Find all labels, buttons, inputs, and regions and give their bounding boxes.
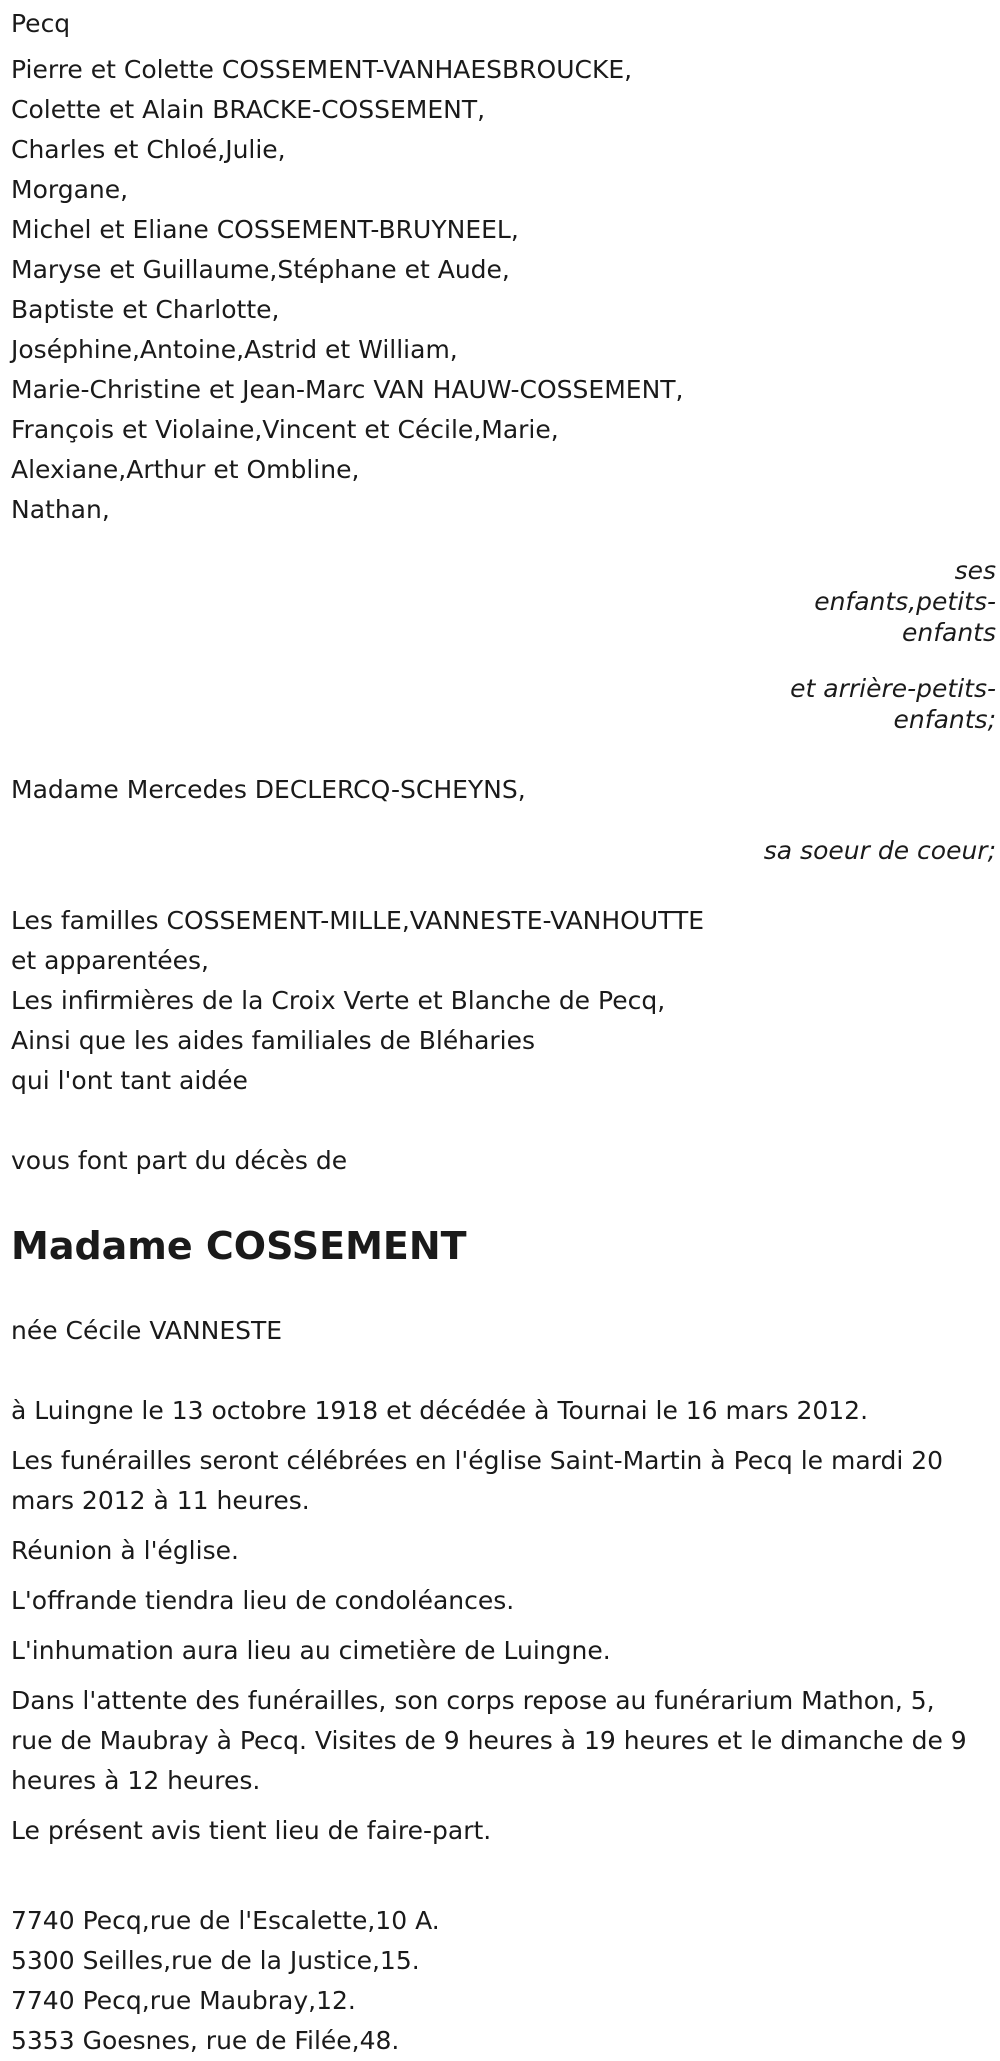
spacer — [11, 1181, 996, 1221]
relation-children-block — [766, 555, 996, 735]
announcement: vous font part du décès de — [11, 1146, 348, 1175]
family-line: Maryse et Guillaume,Stéphane et Aude, — [11, 255, 510, 284]
obituary-notice — [11, 4, 996, 2061]
family-line: Michel et Eliane COSSEMENT-BRUYNEEL, — [11, 215, 519, 244]
detail-paragraph: L'offrande tiendra lieu de condoléances. — [11, 1586, 515, 1615]
family-line: Marie-Christine et Jean-Marc VAN HAUW-COSSEMENT, — [11, 375, 684, 404]
relation-children: ses enfants,petits-enfants — [814, 556, 996, 647]
spacer — [11, 1351, 996, 1391]
funeral-details — [11, 1441, 996, 1851]
family-line: Colette et Alain BRACKE-COSSEMENT, — [11, 95, 486, 124]
family-line: Baptiste et Charlotte, — [11, 295, 280, 324]
spacer — [11, 1271, 996, 1311]
others-list — [11, 901, 996, 1101]
relation-grandchildren: et arrière-petits-enfants; — [790, 674, 996, 734]
family-line: François et Violaine,Vincent et Cécile,Marie, — [11, 415, 559, 444]
spacer — [11, 1101, 996, 1141]
address-line: 7740 Pecq,rue de l'Escalette,10 A. — [11, 1906, 440, 1935]
address-line: 7740 Pecq,rue Maubray,12. — [11, 1986, 356, 2015]
sister-name: Madame Mercedes DECLERCQ-SCHEYNS, — [11, 775, 526, 804]
address-line: 5300 Seilles,rue de la Justice,15. — [11, 1946, 420, 1975]
detail-paragraph: Dans l'attente des funérailles, son corps repose au funérarium Mathon, 5, rue de Maubray à Pecq. Visites de 9 heures à 19 heures et le dimanche de 9 heures à 12 heures. — [11, 1686, 967, 1795]
family-line: Morgane, — [11, 175, 129, 204]
detail-paragraph: Les funérailles seront célébrées en l'église Saint-Martin à Pecq le mardi 20 mars 2012 à 11 heures. — [11, 1446, 944, 1515]
others-line: Les familles COSSEMENT-MILLE,VANNESTE-VANHOUTTE — [11, 906, 705, 935]
detail-paragraph: L'inhumation aura lieu au cimetière de Luingne. — [11, 1636, 611, 1665]
family-line: Alexiane,Arthur et Ombline, — [11, 455, 360, 484]
maiden-name: née Cécile VANNESTE — [11, 1316, 283, 1345]
detail-paragraph: Réunion à l'église. — [11, 1536, 239, 1565]
birth-death-dates: à Luingne le 13 octobre 1918 et décédée à Tournai le 16 mars 2012. — [11, 1396, 869, 1425]
spacer — [11, 1861, 996, 1901]
family-line: Nathan, — [11, 495, 110, 524]
detail-paragraph: Le présent avis tient lieu de faire-part. — [11, 1816, 492, 1845]
spacer — [11, 760, 996, 770]
others-line: Ainsi que les aides familiales de Bléharies — [11, 1026, 536, 1055]
deceased-name: Madame COSSEMENT — [11, 1224, 467, 1268]
others-line: Les infirmières de la Croix Verte et Blanche de Pecq, — [11, 986, 666, 1015]
address-line: 5353 Goesnes, rue de Filée,48. — [11, 2026, 400, 2055]
town-heading: Pecq — [11, 9, 71, 38]
family-line: Pierre et Colette COSSEMENT-VANHAESBROUCKE, — [11, 55, 633, 84]
address-list — [11, 1901, 996, 2061]
spacer — [11, 891, 996, 901]
others-line: et apparentées, — [11, 946, 209, 975]
relation-sister: sa soeur de coeur; — [763, 836, 996, 865]
family-list — [11, 50, 996, 530]
others-line: qui l'ont tant aidée — [11, 1066, 248, 1095]
family-line: Joséphine,Antoine,Astrid et William, — [11, 335, 458, 364]
family-line: Charles et Chloé,Julie, — [11, 135, 286, 164]
